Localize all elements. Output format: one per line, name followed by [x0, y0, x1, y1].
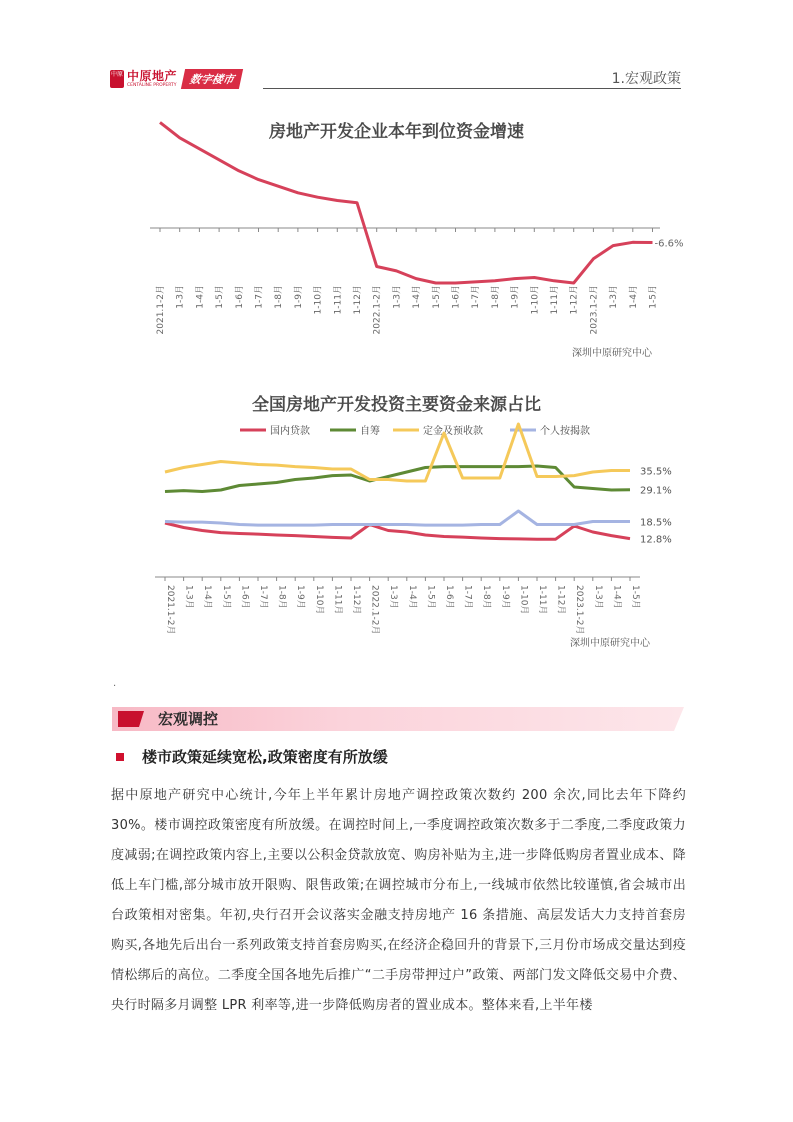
chart2-x-label: 1-5月 [220, 585, 231, 609]
chart2-end-label: 18.5% [640, 517, 672, 529]
chart2-x-label: 1-9月 [499, 585, 510, 609]
chart1-end-label: -6.6% [654, 238, 684, 250]
chart2-x-label: 1-6月 [239, 585, 250, 609]
stray-mark: . [113, 678, 117, 689]
chart2-x-label: 1-11月 [332, 585, 343, 615]
chart1-x-label: 1-10月 [313, 285, 324, 315]
chart2-x-label: 1-10月 [313, 585, 324, 615]
chart1-x-label: 1-3月 [392, 285, 403, 309]
chart1-x-label: 1-8月 [490, 285, 501, 309]
chart1-x-label: 1-7月 [254, 285, 265, 309]
section-title: 宏观调控 [158, 710, 219, 728]
chart1-x-label: 1-3月 [609, 285, 620, 309]
chart1-x-label: 1-9月 [293, 285, 304, 309]
chart2-x-label: 1-11月 [537, 585, 547, 615]
chart1-x-label: 1-10月 [530, 285, 541, 315]
chart1-x-label: 1-4月 [195, 285, 206, 309]
chart2-x-label: 1-12月 [351, 585, 361, 615]
chart2-end-label: 35.5% [640, 466, 672, 478]
chart1-x-label: 1-7月 [471, 285, 482, 309]
chart2-x-label: 1-6月 [444, 585, 454, 609]
chart2-x-label: 1-3月 [183, 585, 194, 609]
chart1-x-label: 1-12月 [353, 285, 363, 315]
chart2-legend-label: 个人按揭款 [540, 426, 590, 437]
chart2-x-label: 1-4月 [406, 585, 417, 609]
chart1-x-label: 2023.1-2月 [589, 285, 600, 335]
chart2-x-label: 1-4月 [202, 585, 213, 609]
body-paragraph: 据中原地产研究中心统计,今年上半年累计房地产调控政策次数约 200 余次,同比去年下降约 30%。楼市调控政策密度有所放缓。在调控时间上,一季度调控政策次数多于二季度,二季度政策力度减弱;在调控政策内容上,主要以公积金贷款放宽、购房补贴为主,进一步降低购房者置业成本、降低上车门槛,部分城市放开限购、限售政策;在调控城市分布上,一线城市依然比较谨慎,省会城市出台政策相对密集。年初,央行召开会议落实金融支持房地产 16 条措施、高层发话大力支持首套房购买,各地先后出台一系列政策支持首套房购买,在经济企稳回升的背景下,三月份市场成交量达到疫情松绑后的高位。二季度全国各地先后推广“二手房带押过户”政策、两部门发文降低交易中介费、央行时隔多月调整 LPR 利率等,进一步降低购房者的置业成本。整体来看,上半年楼 [111, 788, 686, 1013]
chart1-x-label: 1-6月 [234, 285, 245, 309]
chart1-x-label: 1-5月 [648, 285, 659, 309]
chart1-x-label: 2021.1-2月 [156, 285, 166, 335]
chart2-source: 深圳中原研究中心 [570, 638, 650, 649]
chart1-x-label: 2022.1-2月 [372, 285, 383, 335]
chart1-x-label: 1-5月 [431, 285, 442, 309]
chart1-x-label: 1-3月 [175, 285, 186, 309]
subsection-title: 楼市政策延续宽松,政策密度有所放缓 [142, 748, 388, 766]
chart2-x-label: 2022.1-2月 [369, 585, 380, 635]
logo-name: 中原地产 [127, 68, 178, 83]
chart2-legend-label: 定金及预收款 [423, 426, 483, 437]
chart2-x-label: 1-7月 [258, 585, 268, 609]
header-section-title: 1.宏观政策 [611, 71, 681, 87]
chart2-legend-label: 国内贷款 [270, 426, 310, 437]
chart1-x-label: 1-5月 [215, 285, 226, 309]
chart1-title: 房地产开发企业本年到位资金增速 [269, 122, 524, 142]
chart1-x-label: 1-4月 [412, 285, 423, 309]
chart2-x-label: 2023.1-2月 [574, 585, 585, 635]
chart2-x-label: 1-8月 [481, 585, 492, 609]
chart1-source: 深圳中原研究中心 [572, 348, 652, 359]
logo-english: CENTALINE PROPERTY [127, 82, 177, 88]
chart2-x-label: 1-5月 [425, 585, 436, 609]
chart2-x-label: 2021.1-2月 [165, 585, 175, 635]
chart2-end-label: 12.8% [640, 534, 672, 546]
chart2-x-label: 1-7月 [462, 585, 473, 609]
chart2-x-label: 1-12月 [555, 585, 566, 615]
logo-seal-icon: 中原 [110, 70, 124, 88]
chart1-x-label: 1-9月 [510, 285, 521, 309]
chart2-end-label: 29.1% [640, 485, 672, 497]
chart1-x-label: 1-6月 [451, 285, 462, 309]
chart2-x-label: 1-5月 [630, 585, 640, 609]
chart1-x-label: 1-11月 [333, 285, 344, 315]
logo-tag: 数字楼市 [181, 69, 243, 89]
chart1-x-label: 1-12月 [569, 285, 580, 315]
chart2-x-label: 1-9月 [295, 585, 306, 609]
chart2-x-label: 1-3月 [388, 585, 399, 609]
chart2-series-line [165, 511, 630, 525]
chart1-x-label: 1-11月 [550, 285, 560, 315]
chart2-x-label: 1-10月 [518, 585, 529, 615]
chart1-x-label: 1-8月 [274, 285, 285, 309]
chart2-x-label: 1-4月 [611, 585, 622, 609]
chart2-title: 全国房地产开发投资主要资金来源占比 [252, 395, 541, 415]
bullet-square-icon [116, 753, 124, 761]
chart2-x-label: 1-8月 [276, 585, 287, 609]
chart1-x-label: 1-4月 [628, 285, 639, 309]
chart2-x-label: 1-3月 [592, 585, 603, 609]
chart2-legend-label: 自筹 [360, 426, 380, 437]
